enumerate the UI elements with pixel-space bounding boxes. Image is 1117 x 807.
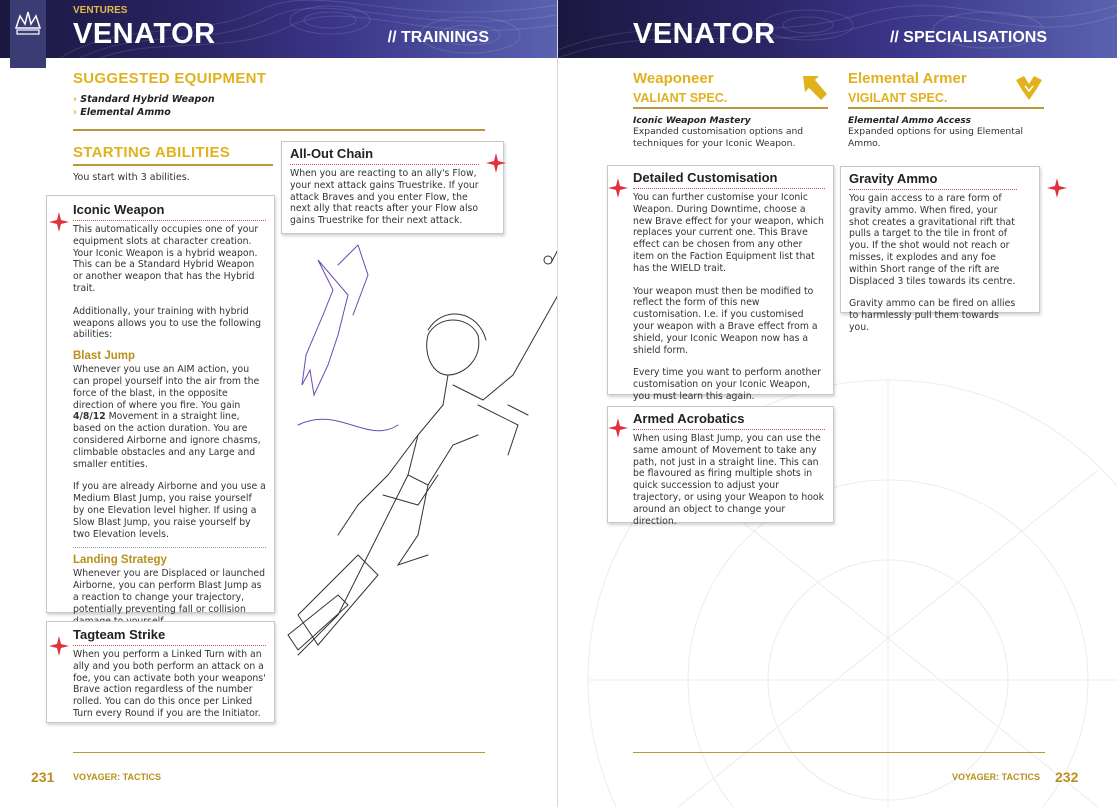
heading-underline [73, 164, 273, 166]
spec-mastery: Iconic Weapon Mastery [633, 116, 751, 126]
sparkle-icon [608, 418, 628, 438]
suggested-equipment-heading: SUGGESTED EQUIPMENT [73, 70, 267, 87]
equipment-list [73, 93, 485, 119]
card-text: Your weapon must then be modified to reflect the form of this new customisation. I.e. if you customised your weapon with a Brave effect from a shield, your Iconic Weapon now has a shield form. [633, 285, 818, 356]
section-label: // TRAININGS [387, 29, 489, 46]
card-text: Every time you want to perform another customisation on your Iconic Weapon, you must learn this again. [633, 367, 821, 402]
card-title: Gravity Ammo [849, 171, 1017, 190]
card-text: When using Blast Jump, you can use the same amount of Movement to take any path, not just in a straight line. This can be flavoured as firing multiple shots in quick succession to adjust your trajectory, or using your Weapon to hook around an object to change your direction. [633, 433, 824, 527]
sparkle-icon [49, 212, 69, 232]
suggested-equipment [73, 70, 485, 119]
card-text: You can further customise your Iconic Weapon. During Downtime, choose a new Brave effect for your weapon, which replaces your current one. This Brave effect can be chosen from any other item on the Faction Equipment list that has the WIELD trait. [633, 192, 824, 274]
page-number: 232 [1055, 769, 1079, 785]
starting-abilities-heading: STARTING ABILITIES [73, 144, 231, 161]
starting-abilities-text: You start with 3 abilities. [73, 172, 190, 183]
spec-name: Weaponeer [633, 70, 714, 87]
landing-strategy-title: Landing Strategy [73, 554, 167, 567]
section-divider [73, 129, 485, 131]
dotted-divider [73, 547, 266, 548]
card-text: This automatically occupies one of your equipment slots at character creation. Your Iconic Weapon is a hybrid weapon. This can be a Standard Hybrid Weapon or another weapon that has the Hybrid trait. [73, 224, 259, 294]
arrow-icon [801, 74, 829, 102]
card-text: Additionally, your training with hybrid weapons allows you to use the following abilities: [73, 305, 261, 341]
card-title: Detailed Customisation [633, 170, 825, 189]
spec-type: VIGILANT SPEC. [848, 91, 1044, 109]
blast-jump-title: Blast Jump [73, 350, 135, 363]
blast-jump-text [73, 364, 266, 470]
section-label: // SPECIALISATIONS [889, 29, 1047, 46]
text-span: Whenever you use an AIM action, you can propel yourself into the air from the force of the blast, in the opposite direction of where you fire. You gain [73, 364, 260, 411]
footer-rule [633, 752, 1045, 753]
left-page [0, 0, 557, 807]
card-title: Armed Acrobatics [633, 411, 825, 430]
page-title: VENATOR [73, 18, 216, 50]
page-title: VENATOR [633, 18, 776, 50]
blast-jump-text: If you are already Airborne and you use a Medium Blast Jump, you raise yourself by one Elevation level higher. If using a Slow Blast Jump, you raise yourself by two Elevation levels. [73, 481, 266, 540]
sparkle-icon [486, 153, 506, 173]
card-text: When you are reacting to an ally's Flow, your next attack gains Truestrike. If your attack Braves and you enter Flow, the next ally that reacts after your Flow also gains Truestrike for their next attack. [290, 168, 479, 227]
footer-rule [73, 752, 485, 753]
shield-icon [1014, 74, 1044, 102]
emblem-badge [10, 0, 46, 68]
card-title: All-Out Chain [290, 146, 479, 165]
page-number: 231 [31, 769, 55, 785]
spec-type: VALIANT SPEC. [633, 91, 828, 109]
spec-name: Elemental Armer [848, 70, 967, 87]
crown-icon [10, 0, 46, 68]
landing-strategy-text: Whenever you are Displaced or launched Airborne, you can perform Blast Jump as a reaction to change your trajectory, potentially preventing fall or collision [73, 568, 266, 615]
left-header [0, 0, 557, 58]
iconic-weapon-card [46, 195, 275, 613]
tagteam-strike-card [46, 621, 275, 723]
sparkle-icon [608, 178, 628, 198]
equipment-item: › Standard Hybrid Weapon [73, 93, 485, 106]
card-title: Iconic Weapon [73, 202, 266, 221]
gravity-ammo-card [840, 166, 1040, 333]
card-text: You gain access to a rare form of gravity ammo. When fired, your shot creates a gravitational rift that pulls a target to the tile in front of you. If the shot would not reach or misses, it explodes and any foe within Short range of the rift are Displaced 3 tiles towards its centre. [849, 193, 1016, 287]
all-out-chain-card [281, 141, 504, 234]
movement-values: 4/8/12 [73, 411, 106, 423]
armed-acrobatics-card [607, 406, 834, 527]
sparkle-icon [1047, 178, 1067, 198]
detailed-customisation-card [607, 165, 834, 402]
character-illustration [278, 235, 557, 675]
sparkle-icon [49, 636, 69, 656]
card-text: When you perform a Linked Turn with an ally and you both perform an attack on a foe, you can activate both your weapons' Brave action regardless of the number rolled. You can do this once per Linked Turn every Round if you are the Initiator. [73, 649, 266, 719]
text-span: Movement in a straight line, based on the action duration. You are considered Airborne and ignore chasms, climbable obstacles and any Large and smaller entities. [73, 411, 261, 470]
equipment-item: › Elemental Ammo [73, 106, 485, 119]
weaponeer-spec [633, 70, 828, 149]
footer-label: VOYAGER: TACTICS [952, 772, 1041, 782]
card-title: Tagteam Strike [73, 627, 266, 646]
spec-description: Expanded customisation options and techniques for your Iconic Weapon. [633, 126, 804, 149]
eyebrow-ventures: VENTURES [73, 5, 128, 16]
card-text: Gravity ammo can be fired on allies to harmlessly pull them towards you. [849, 298, 1016, 333]
right-page [557, 0, 1117, 807]
starting-abilities [73, 144, 273, 184]
footer-label: VOYAGER: TACTICS [73, 772, 162, 782]
right-header [558, 0, 1117, 58]
spec-description: Expanded options for using Elemental Ammo. [848, 126, 1024, 149]
spec-mastery: Elemental Ammo Access [848, 116, 972, 126]
